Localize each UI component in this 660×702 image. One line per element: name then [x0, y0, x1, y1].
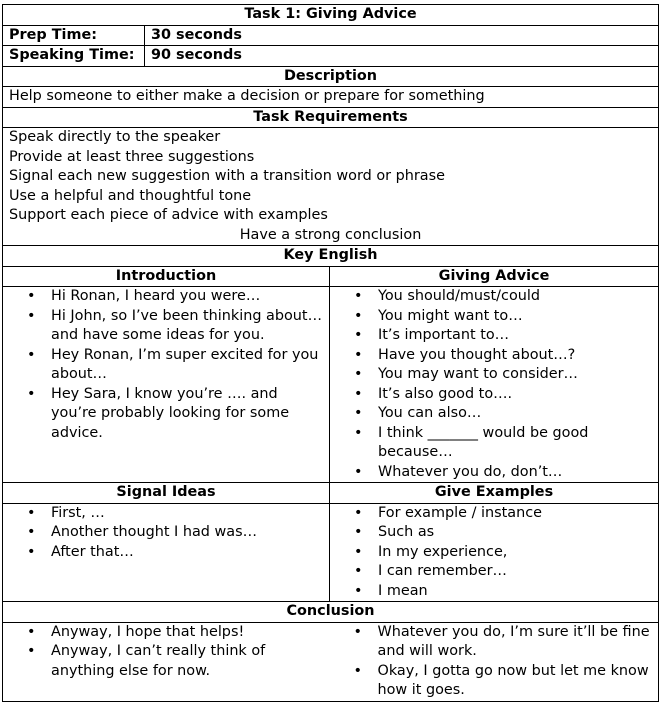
- example-phrase: • I can remember…: [336, 562, 652, 582]
- prep-time-value: 30 seconds: [145, 25, 659, 46]
- task-table: [2, 4, 659, 702]
- example-phrase: • For example / instance: [336, 504, 652, 524]
- requirement-item: Use a helpful and thoughtful tone: [9, 187, 252, 204]
- conclusion-phrases-left: [3, 622, 330, 701]
- requirements-list: [3, 128, 659, 246]
- signal-ideas-phrases: [3, 503, 330, 602]
- giving-advice-phrases: [330, 287, 659, 483]
- advice-phrase: • It’s also good to….: [336, 385, 652, 405]
- requirement-item-centered: Have a strong conclusion: [239, 226, 422, 243]
- conclusion-phrases-right: [330, 622, 659, 701]
- description-heading: Description: [3, 66, 659, 87]
- task-title: Task 1: Giving Advice: [3, 5, 659, 26]
- advice-phrase: • Whatever you do, don’t…: [336, 463, 652, 483]
- signal-phrase: • Another thought I had was…: [9, 523, 323, 543]
- giving-advice-heading: Giving Advice: [330, 266, 659, 287]
- requirement-item: Signal each new suggestion with a transition word or phrase: [9, 168, 445, 184]
- introduction-phrase: • Hi Ronan, I heard you were…: [9, 287, 323, 307]
- key-english-heading: Key English: [3, 246, 659, 267]
- conclusion-phrase: • Whatever you do, I’m sure it’ll be fine and will work.: [336, 623, 653, 662]
- introduction-heading: Introduction: [3, 266, 330, 287]
- speaking-time-value: 90 seconds: [145, 46, 659, 67]
- requirement-item: Provide at least three suggestions: [9, 148, 255, 165]
- advice-phrase: • You can also…: [336, 404, 652, 424]
- conclusion-phrase: • Anyway, I can’t really think of anything else for now.: [9, 642, 324, 681]
- requirement-item: Support each piece of advice with examples: [9, 207, 328, 223]
- advice-phrase: • You may want to consider…: [336, 365, 652, 385]
- prep-time-label: Prep Time:: [3, 25, 145, 46]
- description-text: Help someone to either make a decision or prepare for something: [3, 87, 659, 108]
- conclusion-heading: Conclusion: [3, 602, 659, 623]
- signal-ideas-heading: Signal Ideas: [3, 483, 330, 504]
- signal-phrase: • First, …: [9, 504, 323, 524]
- speaking-time-label: Speaking Time:: [3, 46, 145, 67]
- advice-phrase: • You should/must/could: [336, 287, 652, 307]
- give-examples-phrases: [330, 503, 659, 602]
- example-phrase: • In my experience,: [336, 543, 652, 563]
- example-phrase: • Such as: [336, 523, 652, 543]
- advice-phrase: • You might want to…: [336, 307, 652, 327]
- signal-phrase: • After that…: [9, 543, 323, 563]
- introduction-phrase: • Hey Sara, I know you’re …. and you’re probably looking for some advice.: [9, 385, 323, 444]
- advice-phrase: • Have you thought about…?: [336, 346, 652, 366]
- conclusion-phrase: • Anyway, I hope that helps!: [9, 623, 324, 643]
- introduction-phrases: [3, 287, 330, 483]
- requirements-heading: Task Requirements: [3, 107, 659, 128]
- requirement-item: Speak directly to the speaker: [9, 129, 221, 145]
- example-phrase: • I mean: [336, 582, 652, 602]
- conclusion-phrase: • Okay, I gotta go now but let me know how it goes.: [336, 662, 653, 701]
- introduction-phrase: • Hi John, so I’ve been thinking about… and have some ideas for you.: [9, 307, 323, 346]
- introduction-phrase: • Hey Ronan, I’m super excited for you about…: [9, 346, 323, 385]
- advice-phrase: • It’s important to…: [336, 326, 652, 346]
- advice-phrase: • I think _______ would be good because…: [336, 424, 652, 463]
- give-examples-heading: Give Examples: [330, 483, 659, 504]
